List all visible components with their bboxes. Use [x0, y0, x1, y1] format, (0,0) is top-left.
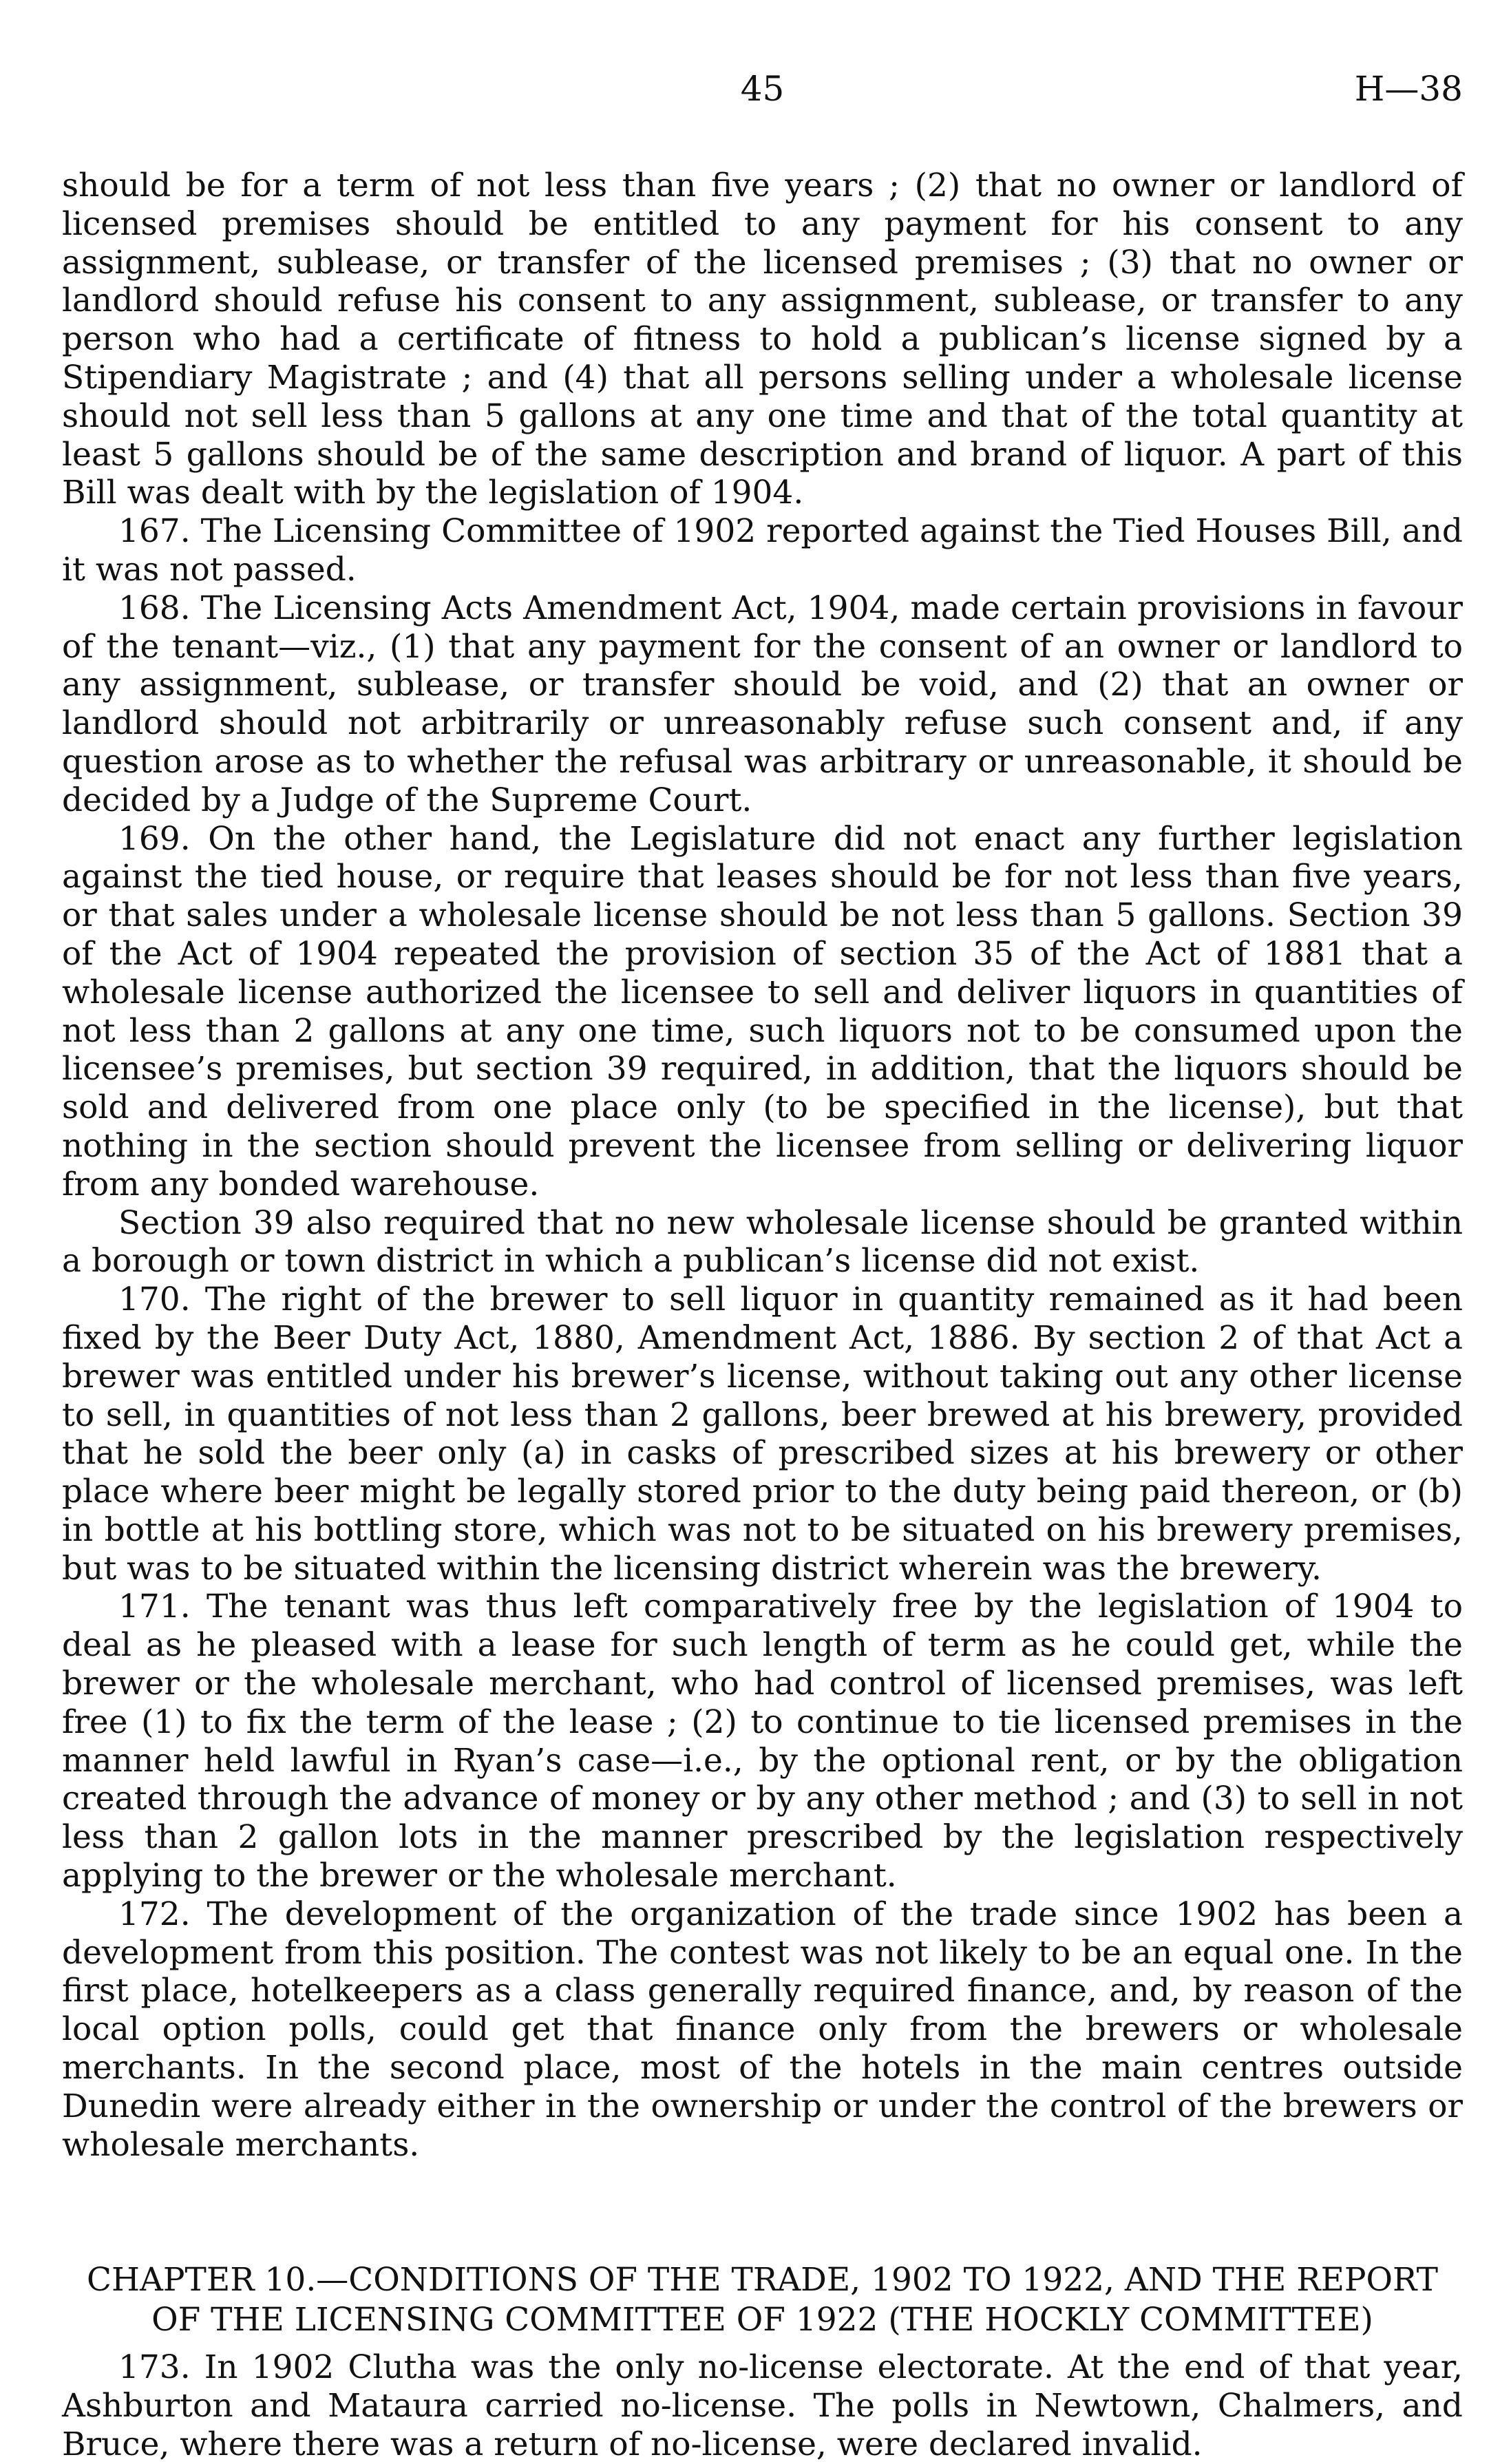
paragraph-172: 172. The development of the organization of the trade since 1902 has been a development from this position. The contest was not likely to be an equal one. In the first place, hotelkeepers as a class generally required finance, and, by reason of the local option polls, could get that finance only from the brewers or wholesale merchants. In the second place, most of the hotels in the main centres outside Dunedin were already either in the ownership or under the control of the brewers or wholesale merchants.	[62, 1895, 1463, 2164]
paragraph-169: 169. On the other hand, the Legislature did not enact any further legislation against the tied house, or require that leases should be for not less than five years, or that sales under a wholesale license should be not less than 5 gallons. Section 39 of the Act of 1904 repeated the provision of section 35 of the Act of 1881 that a wholesale license authorized the licensee to sell and deliver liquors in quantities of not less than 2 gallons at any one time, such liquors not to be consumed upon the licensee’s premises, but section 39 required, in addition, that the liquors should be sold and delivered from one place only (to be specified in the license), but that nothing in the section should prevent the licensee from selling or delivering liquor from any bonded warehouse.	[62, 819, 1463, 1203]
page-number: 45	[740, 69, 785, 109]
document-reference: H—38	[1354, 69, 1463, 109]
chapter-heading	[62, 2260, 1463, 2340]
paragraph-167: 167. The Licensing Committee of 1902 reported against the Tied Houses Bill, and it was not passed.	[62, 512, 1463, 589]
body-text	[62, 167, 1463, 2164]
page-header	[62, 69, 1463, 131]
chapter-body	[62, 2348, 1463, 2463]
paragraph-168: 168. The Licensing Acts Amendment Act, 1904, made certain provisions in favour of the tenant—viz., (1) that any payment for the consent of an owner or landlord to any assignment, sublease, or transfer should be void, and (2) that an owner or landlord should not arbitrarily or unreasonably refuse such consent and, if any question arose as to whether the refusal was arbitrary or unreasonable, it should be decided by a Judge of the Supreme Court.	[62, 589, 1463, 819]
paragraph-continuation: should be for a term of not less than five years ; (2) that no owner or landlord of licensed premises should be entitled to any payment for his consent to any assignment, sublease, or transfer of the licensed premises ; (3) that no owner or landlord should refuse his consent to any assignment, sublease, or transfer to any person who had a certificate of fitness to hold a publican’s license signed by a Stipendiary Magistrate ; and (4) that all persons selling under a wholesale license should not sell less than 5 gallons at any one time and that of the total quantity at least 5 gallons should be of the same description and brand of liquor. A part of this Bill was dealt with by the legislation of 1904.	[62, 167, 1463, 512]
paragraph-173: 173. In 1902 Clutha was the only no-license electorate. At the end of that year, Ashburton and Mataura carried no-license. The polls in Newtown, Chalmers, and Bruce, where there was a return of no-license, were declared invalid.	[62, 2348, 1463, 2464]
chapter-heading-line-2: OF THE LICENSING COMMITTEE OF 1922 (THE HOCKLY COMMITTEE)	[151, 2301, 1373, 2339]
paragraph-170: 170. The right of the brewer to sell liquor in quantity remained as it had been fixed by the Beer Duty Act, 1880, Amendment Act, 1886. By section 2 of that Act a brewer was entitled under his brewer’s license, without taking out any other license to sell, in quantities of not less than 2 gallons, beer brewed at his brewery, provided that he sold the beer only (a) in casks of prescribed sizes at his brewery or other place where beer might be legally stored prior to the duty being paid thereon, or (b) in bottle at his bottling store, which was not to be situated on his brewery premises, but was to be situated within the licensing district wherein was the brewery.	[62, 1281, 1463, 1588]
document-page	[62, 69, 1463, 2464]
paragraph-171: 171. The tenant was thus left comparatively free by the legislation of 1904 to deal as he pleased with a lease for such length of term as he could get, while the brewer or the wholesale merchant, who had control of licensed premises, was left free (1) to fix the term of the lease ; (2) to continue to tie licensed premises in the manner held lawful in Ryan’s case—i.e., by the optional rent, or by the obligation created through the advance of money or by any other method ; and (3) to sell in not less than 2 gallon lots in the manner prescribed by the legislation respectively applying to the brewer or the wholesale merchant.	[62, 1588, 1463, 1895]
chapter-heading-line-1: CHAPTER 10.—CONDITIONS OF THE TRADE, 1902 TO 1922, AND THE REPORT	[87, 2261, 1438, 2299]
paragraph-section-39: Section 39 also required that no new wholesale license should be granted within a borough or town district in which a publican’s license did not exist.	[62, 1203, 1463, 1281]
